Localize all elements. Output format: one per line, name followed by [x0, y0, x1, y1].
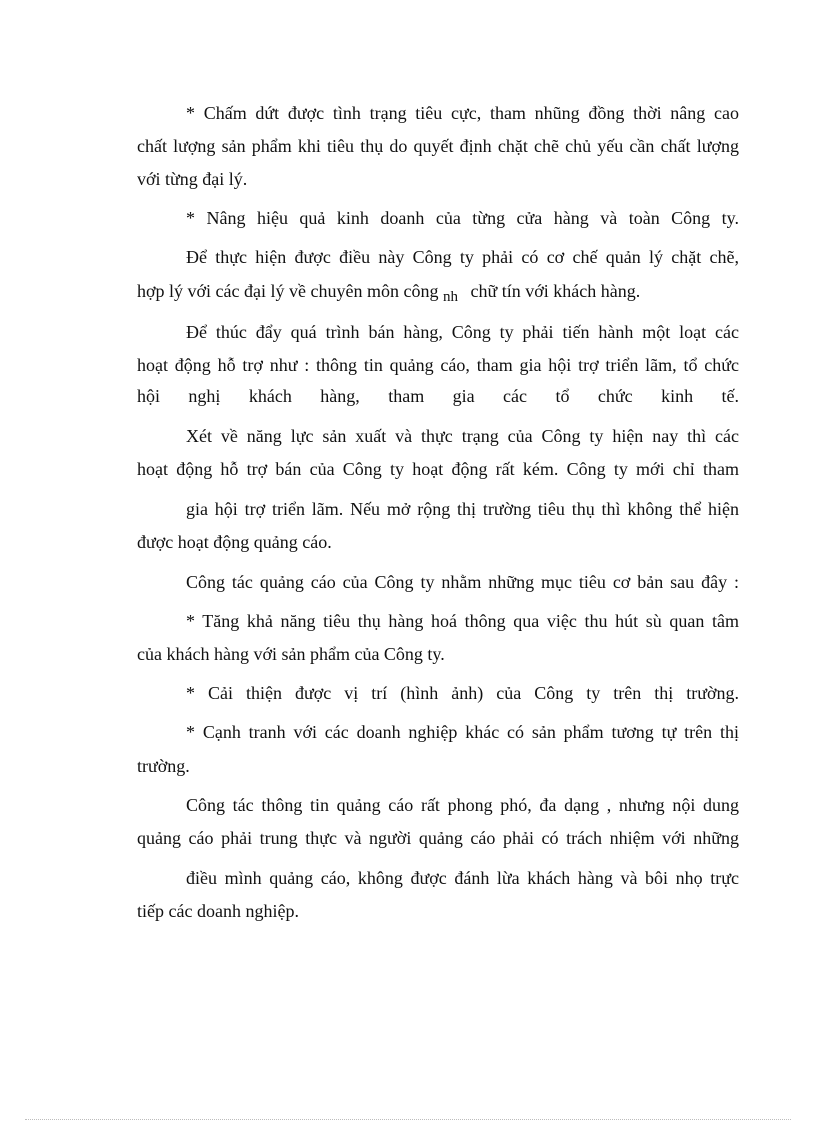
paragraph-4-line-1: Để thúc đẩy quá trình bán hàng, Công ty phải tiến hành một loạt các [186, 322, 739, 342]
paragraph-7-line-1: * Tăng khả năng tiêu thụ hàng hoá thông qua việc thu hút sù quan tâm [186, 611, 739, 631]
paragraph-5-line-1: Xét về năng lực sản xuất và thực trạng của Công ty hiện nay thì các [186, 426, 739, 446]
paragraph-9-line-1: * Cạnh tranh với các doanh nghiệp khác có sản phẩm tương tự trên thị [186, 722, 739, 742]
paragraph-3-line-1: Để thực hiện được điều này Công ty phải có cơ chế quản lý chặt chẽ, [186, 247, 739, 267]
paragraph-3-line-2 [137, 275, 739, 310]
paragraph-3-line-2-sub: nh [442, 289, 458, 305]
paragraph-3-line-2-part-a: hợp lý với các đại lý về chuyên môn công [137, 281, 439, 301]
paragraph-5-line-4: được hoạt động quảng cáo. [137, 532, 332, 552]
paragraph-1-rest: chất lượng sản phẩm khi tiêu thụ do quyết định chặt chẽ chủ yếu cần chất lượng với từng đại lý. [137, 136, 739, 189]
paragraph-10-line-4: tiếp các doanh nghiệp. [137, 901, 299, 921]
paragraph-5-line-3: gia hội trợ triển lãm. Nếu mở rộng thị trường tiêu thụ thì không thể hiện [186, 499, 739, 519]
paragraph-7-line-2: của khách hàng với sản phẩm của Công ty. [137, 644, 445, 664]
paragraph-1-line-1: * Chấm dứt được tình trạng tiêu cực, tham nhũng đồng thời nâng cao [186, 103, 739, 123]
paragraph-6: Công tác quảng cáo của Công ty nhằm những mục tiêu cơ bản sau đây : [186, 572, 739, 592]
paragraph-10-line-3: điều mình quảng cáo, không được đánh lừa khách hàng và bôi nhọ trực [186, 868, 739, 888]
paragraph-5-line-2: hoạt động hỗ trợ bán của Công ty hoạt động rất kém. Công ty mới chỉ tham [137, 459, 739, 479]
paragraph-8: * Cải thiện được vị trí (hình ảnh) của Công ty trên thị trường. [186, 683, 739, 703]
paragraph-4-line-2: hoạt động hỗ trợ như : thông tin quảng cáo, tham gia hội trợ triển lãm, tổ chức [137, 355, 739, 375]
paragraph-10-line-2: quảng cáo phải trung thực và người quảng cáo phải có trách nhiệm với những [137, 828, 739, 848]
paragraph-2: * Nâng hiệu quả kinh doanh của từng cửa hàng và toàn Công ty. [186, 208, 739, 228]
paragraph-4-line-3: hội nghị khách hàng, tham gia các tổ chức kinh tế. [137, 386, 739, 406]
paragraph-3-line-2-part-b: chữ tín với khách hàng. [470, 281, 641, 301]
paragraph-10-line-1: Công tác thông tin quảng cáo rất phong phó, đa dạng , nhưng nội dung [186, 795, 739, 815]
paragraph-9-line-2: trường. [137, 756, 190, 776]
page-bottom-rule [25, 1119, 791, 1120]
